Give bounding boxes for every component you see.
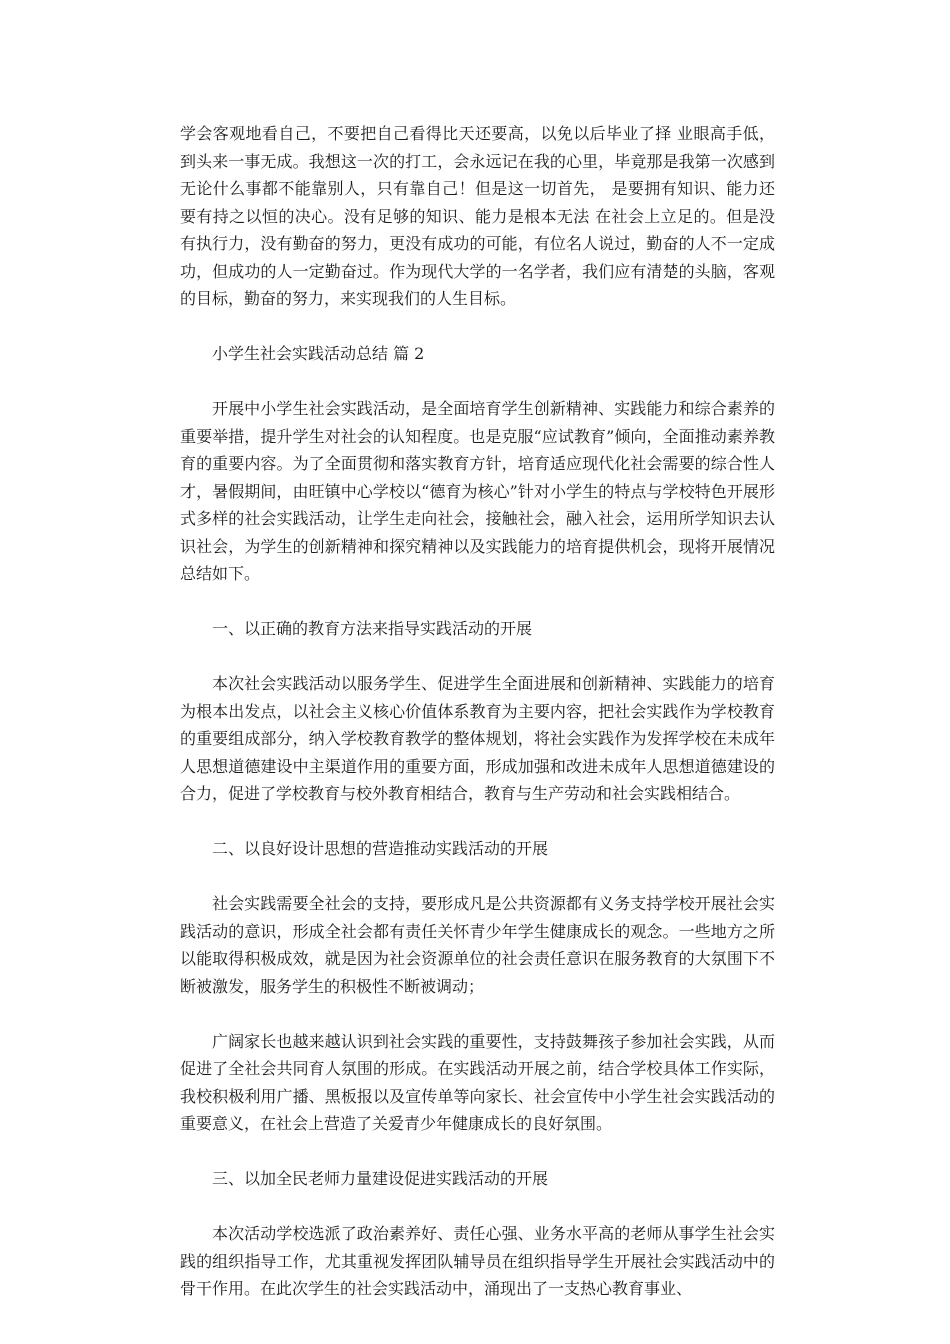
- document-body: [180, 120, 775, 1303]
- section-title-part-2: 小学生社会实践活动总结 篇 2: [212, 344, 425, 363]
- paragraph-section-2b: 广阔家长也越来越认识到社会实践的重要性，支持鼓舞孩子参加社会实践，从而促进了全社会共同育人氛围的形成。在实践活动开展之前，结合学校具体工作实际，我校积极利用广播、黑板报以及宣传单等向家长、社会宣传中小学生社会实践活动的重要意义，在社会上营造了关爱青少年健康成长的良好氛围。: [180, 1031, 775, 1133]
- heading-section-1: 一、以正确的教育方法来指导实践活动的开展: [212, 619, 533, 638]
- paragraph-section-2a: 社会实践需要全社会的支持，要形成凡是公共资源都有义务支持学校开展社会实践活动的意识，形成全社会都有责任关怀青少年学生健康成长的观念。一些地方之所以能取得积极成效，就是因为社会资源单位的社会责任意识在服务教育的大氛围下不断被激发，服务学生的积极性不断被调动；: [180, 894, 775, 996]
- paragraph-section-3: 本次活动学校选派了政治素养好、责任心强、业务水平高的老师从事学生社会实践的组织指导工作，尤其重视发挥团队辅导员在组织指导学生开展社会实践活动中的骨干作用。在此次学生的社会实践活动中，涌现出了一支热心教育事业、: [180, 1224, 775, 1298]
- heading-section-3: 三、以加全民老师力量建设促进实践活动的开展: [212, 1169, 549, 1188]
- paragraph-section-1: 本次社会实践活动以服务学生、促进学生全面进展和创新精神、实践能力的培育为根本出发点，以社会主义核心价值体系教育为主要内容，把社会实践作为学校教育的重要组成部分，纳入学校教育教学的整体规划，将社会实践作为发挥学校在未成年人思想道德建设中主渠道作用的重要方面，形成加强和改进未成年人思想道德建设的合力，促进了学校教育与校外教育相结合，教育与生产劳动和社会实践相结合。: [180, 674, 775, 803]
- heading-section-2: 二、以良好设计思想的营造推动实践活动的开展: [212, 839, 549, 858]
- paragraph-intro-continuation: 学会客观地看自己，不要把自己看得比天还要高，以免以后毕业了择 业眼高手低，到头来一事无成。我想这一次的打工，会永远记在我的心里，毕竟那是我第一次感到无论什么事都不能靠别人，只有靠自己！但是这一切首先， 是要拥有知识、能力还要有持之以恒的决心。没有足够的知识、能力是根本无法 在社会上立足的。但是没有执行力，没有勤奋的努力，更没有成功的可能，有位名人说过，勤奋的人不一定成功，但成功的人一定勤奋过。作为现代大学的一名学者，我们应有清楚的头脑，客观的目标，勤奋的努力，来实现我们的人生目标。: [180, 124, 775, 308]
- paragraph-overview: 开展中小学生社会实践活动，是全面培育学生创新精神、实践能力和综合素养的重要举措，提升学生对社会的认知程度。也是克服“应试教育”倾向，全面推动素养教育的重要内容。为了全面贯彻和落实教育方针，培育适应现代化社会需要的综合性人才，暑假期间，由旺镇中心学校以“德育为核心”针对小学生的特点与学校特色开展形式多样的社会实践活动，让学生走向社会，接触社会，融入社会，运用所学知识去认识社会，为学生的创新精神和探究精神以及实践能力的培育提供机会，现将开展情况总结如下。: [180, 399, 775, 583]
